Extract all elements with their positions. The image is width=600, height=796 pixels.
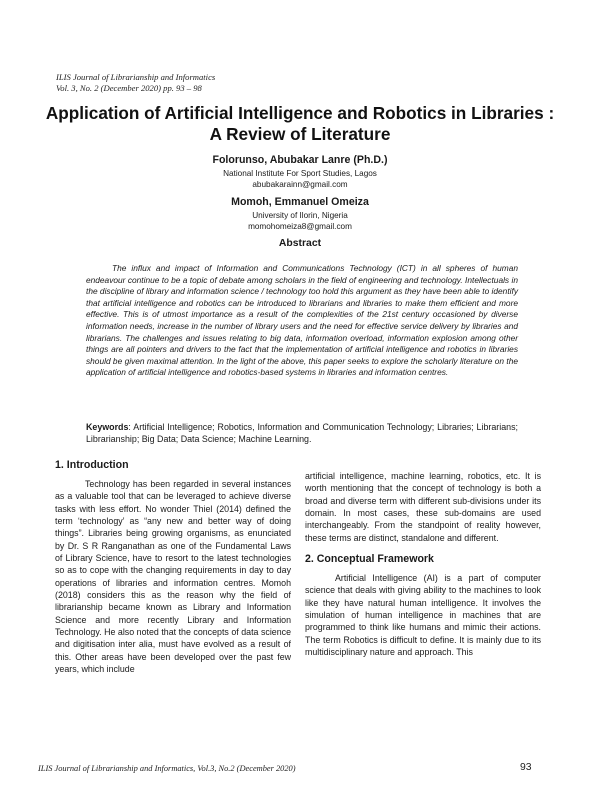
author-email: abubakarainn@gmail.com (252, 180, 348, 189)
journal-issue: Vol. 3, No. 2 (December 2020) pp. 93 – 98 (56, 83, 202, 93)
section-heading-introduction: 1. Introduction (55, 459, 129, 471)
author-affiliation: University of Ilorin, Nigeria (252, 211, 348, 220)
body-paragraph: Technology has been regarded in several instances as a valuable tool that can be leveraged to achieve diverse tasks with less effort. No wonder Thiel (2014) defined the term ‘technology’ as “any new and better way of doing things”. Libraries being growing organisms, as enunciated by Dr. S R Ranganathan as one of the Fundamental Laws of Library Science, have to resort to the latest technologies so as to cope with the changing requirements in day to day operations of libraries and information centres. Momoh (2018) considers this as the reason why the field of librarianship became known as Library and Information Science and more recently Library and Information Technology. He also noted that the concepts of data science and digitisation inter alia, must have evolved as a result of this. Other areas have been developed over the past few years, which include (55, 479, 291, 675)
body-paragraph: Artificial Intelligence (AI) is a part of computer science that deals with giving ability to the machines to look like they have natural human intelligence. It involves the simulation of human intelligence in machines that are programmed to think like humans and mimic their actions. The term Robotics is difficult to define. It is mainly due to its multidisciplinary nature and approach. This (305, 573, 541, 658)
author-name: Momoh, Emmanuel Omeiza (231, 196, 369, 208)
body-paragraph: artificial intelligence, machine learning, robotics, etc. It is worth mentioning that the concept of technology is both a broad and diverse term with different sub-divisions under its domain. In most cases, these sub-domains are used interchangeably. From the standpoint of reality however, these terms are distinct, standalone and different. (305, 471, 541, 543)
right-column (305, 470, 541, 666)
author-affiliation: National Institute For Sport Studies, Lagos (223, 169, 377, 178)
journal-name: ILIS Journal of Librarianship and Informatics (56, 72, 216, 82)
author-email: momohomeiza8@gmail.com (248, 222, 352, 231)
author-block-1 (60, 154, 540, 190)
author-name: Folorunso, Abubakar Lanre (Ph.D.) (212, 154, 388, 166)
abstract-text: The influx and impact of Information and Communications Technology (ICT) in all spheres of human endeavour continue to be a topic of debate among scholars in the field of engineering and technology. Intellectuals in the discipline of library and information science / technology too hold this argument as they have been able to identify that artificial intelligence and robotics can be introduced to librarians and libraries to make them efficient and more effective. This is of utmost importance as a result of the complexities of the 21st century occasioned by diverse information needs, increase in the number of library users and the need for effective service delivery by libraries and librarians. The challenges and issues relating to big data, information overload, information explosion among other things are all pointers and drivers to the fact that the implementation of artificial intelligence and robotics in libraries should be given maximal attention. In the light of the above, this paper seeks to explore the scholarly literature on the application of artificial intelligence and robotics-based systems in libraries and information centres. (86, 263, 518, 378)
paper-title: Application of Artificial Intelligence and Robotics in Libraries : A Review of Literature (45, 103, 555, 144)
section-heading-conceptual-framework: 2. Conceptual Framework (305, 553, 434, 566)
page-number: 93 (520, 762, 532, 773)
footer-journal: ILIS Journal of Librarianship and Informatics, Vol.3, No.2 (December 2020) (38, 764, 296, 773)
left-column (55, 458, 291, 684)
keywords-label: Keywords (86, 422, 129, 432)
author-block-2 (60, 196, 540, 232)
abstract-heading: Abstract (278, 238, 322, 249)
journal-header (56, 72, 536, 94)
keywords-text: : Artificial Intelligence; Robotics, Information and Communication Technology; Libraries; Librarians; Librarianship; Big Data; Data Science; Machine Learning. (86, 422, 518, 445)
keywords (86, 421, 518, 446)
